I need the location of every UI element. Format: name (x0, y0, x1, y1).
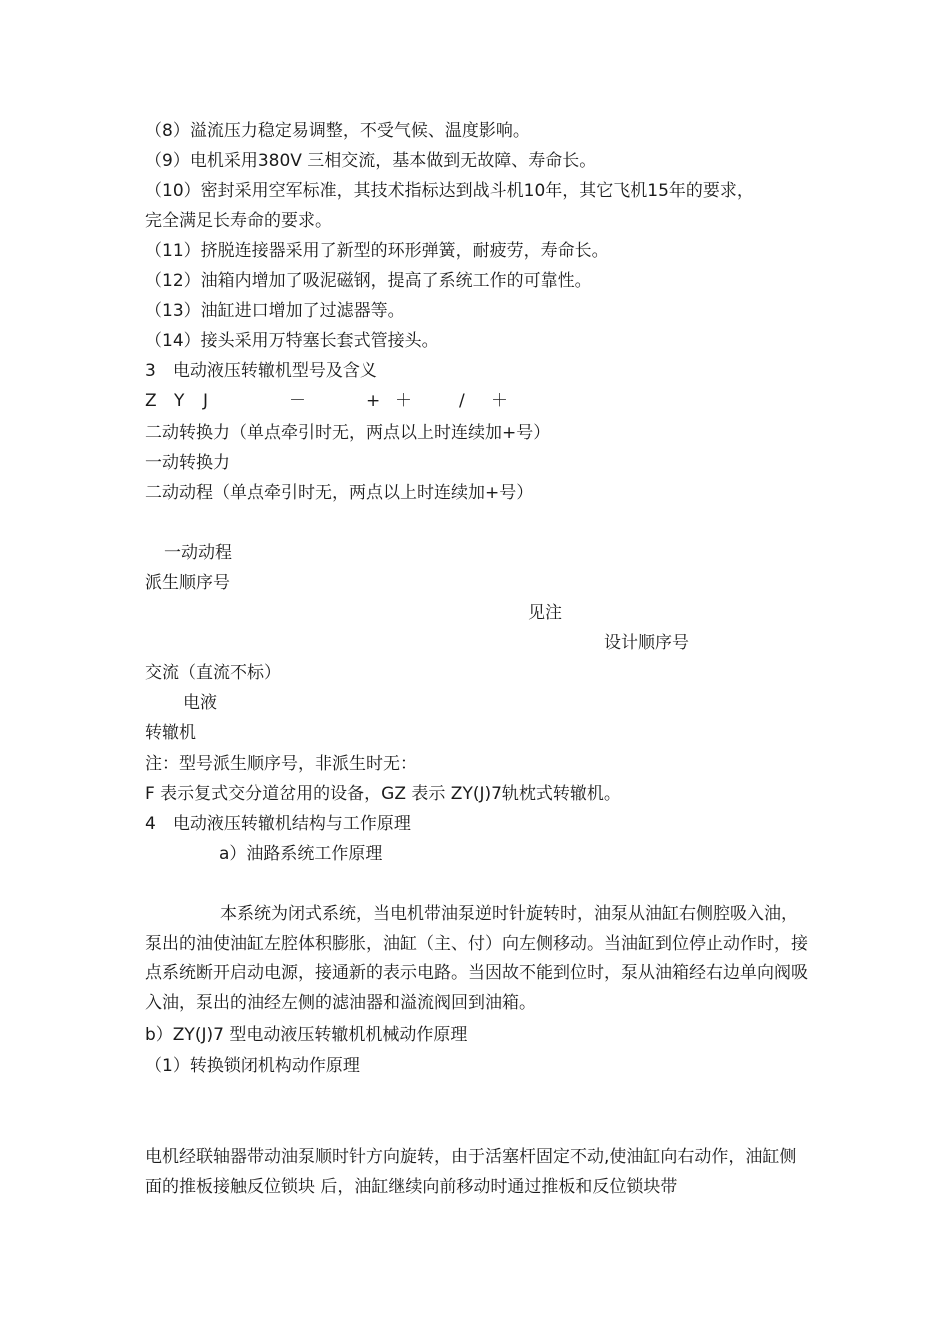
paragraph-a: 本系统为闭式系统，当电机带油泵逆时针旋转时，油泵从油缸右侧腔吸入油，泵出的油使油缸左腔体积膨胀，油缸（主、付）向左侧移动。当油缸到位停止动作时，接点系统断开启动电源，接通新的表示电路。当因故不能到位时，泵从油箱经右边单向阀吸入油，泵出的油经左侧的滤油器和溢流阀回到油箱。 (145, 904, 808, 1013)
section-3-heading: 3 电动液压转辙机型号及含义 (145, 361, 377, 381)
subsection-b-heading: b）ZY(J)7 型电动液压转辙机机械动作原理 (145, 1025, 468, 1045)
label-sheji: 设计顺序号 (604, 633, 689, 653)
list-item-9: （9）电机采用380V 三相交流，基本做到无故障、寿命长。 (145, 151, 597, 171)
model-code-plus-2: ＋ (395, 391, 412, 411)
subsection-a-heading: a）油路系统工作原理 (219, 844, 383, 864)
model-code-dash: － (289, 391, 306, 411)
model-code-slash: / (459, 391, 465, 411)
model-code-z: Z (145, 391, 157, 411)
model-code-j: J (203, 391, 209, 411)
label-dianye: 电液 (183, 693, 217, 713)
subsection-b1-heading: （1）转换锁闭机构动作原理 (145, 1056, 360, 1076)
list-item-10-continued: 完全满足长寿命的要求。 (145, 211, 332, 231)
label-erdong-zhuanhuan: 二动转换力（单点牵引时无，两点以上时连续加+号） (145, 423, 551, 443)
list-item-8: （8）溢流压力稳定易调整，不受气候、温度影响。 (145, 121, 530, 141)
model-code-y: Y (174, 391, 185, 411)
label-jianzhu: 见注 (528, 603, 562, 623)
model-code-plus-3: ＋ (491, 391, 508, 411)
list-item-12: （12）油箱内增加了吸泥磁钢，提高了系统工作的可靠性。 (145, 271, 592, 291)
list-item-14: （14）接头采用万特塞长套式管接头。 (145, 331, 439, 351)
list-item-10: （10）密封采用空军标准，其技术指标达到战斗机10年，其它飞机15年的要求， (145, 181, 754, 201)
label-jiaoliu: 交流（直流不标） (145, 663, 281, 683)
label-paisheng: 派生顺序号 (145, 573, 230, 593)
section-4-heading: 4 电动液压转辙机结构与工作原理 (145, 814, 411, 834)
list-item-13: （13）油缸进口增加了过滤器等。 (145, 301, 405, 321)
label-yidong-zhuanhuan: 一动转换力 (145, 453, 230, 473)
label-erdong-dongcheng: 二动动程（单点牵引时无，两点以上时连续加+号） (145, 483, 534, 503)
note-line-1: 注：型号派生顺序号，非派生时无： (145, 754, 417, 774)
label-zhuanzheji: 转辙机 (145, 723, 196, 743)
list-item-11: （11）挤脱连接器采用了新型的环形弹簧，耐疲劳，寿命长。 (145, 241, 609, 261)
paragraph-b: 电机经联轴器带动油泵顺时针方向旋转，由于活塞杆固定不动,使油缸向右动作，油缸侧面的推板接触反位锁块 后，油缸继续向前移动时通过推板和反位锁块带 (145, 1147, 797, 1197)
label-yidong-dongcheng: 一动动程 (164, 543, 232, 563)
model-code-plus-1: + (366, 391, 381, 411)
note-line-2: F 表示复式交分道岔用的设备，GZ 表示 ZY(J)7轨枕式转辙机。 (145, 784, 621, 804)
